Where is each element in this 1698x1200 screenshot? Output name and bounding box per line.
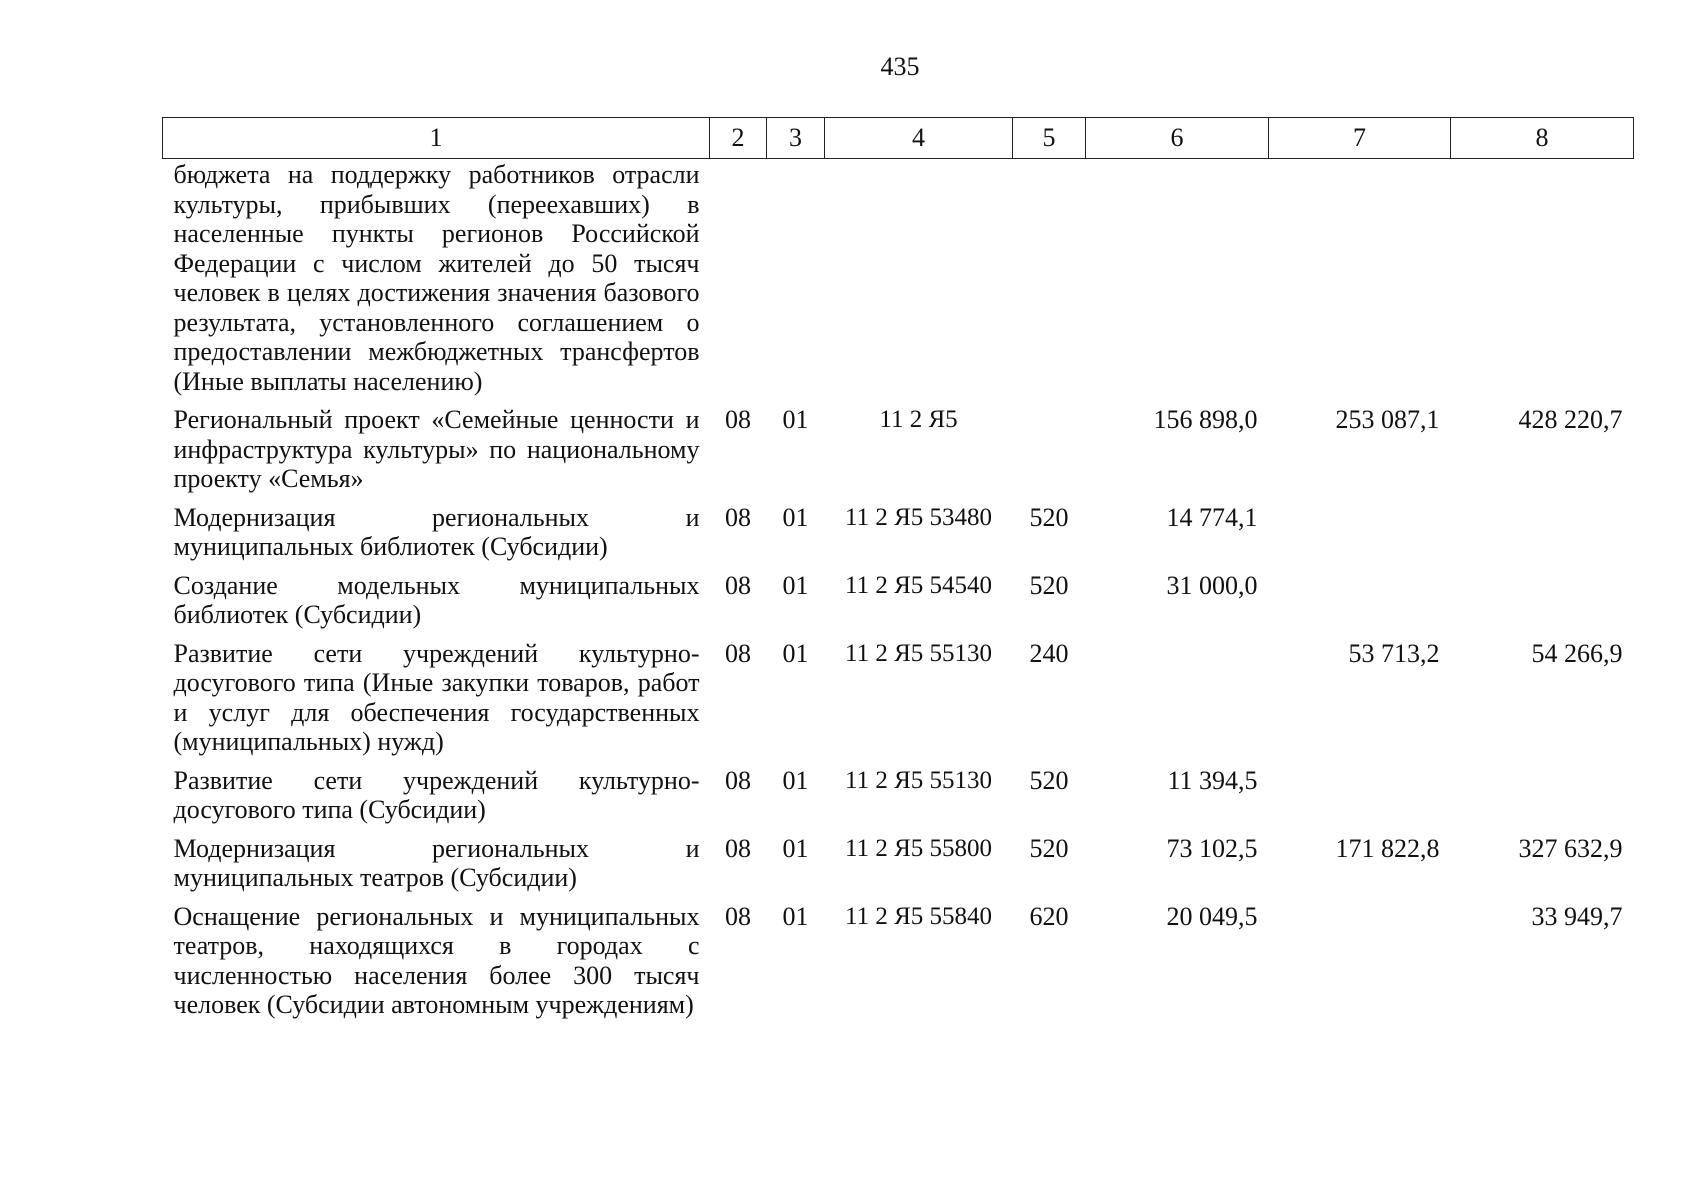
page-number: 435	[880, 52, 920, 81]
row-amount-year-3	[1451, 503, 1634, 571]
row-amount-year-3	[1451, 571, 1634, 639]
row-name: Оснащение региональных и муниципальных театров, находящихся в городах с численностью населения более 300 тысяч человек (Субсидии автономным учреждениям)	[173, 901, 700, 1019]
row-name: Модернизация региональных и муниципальных библиотек (Субсидии)	[173, 502, 700, 561]
row-amount-year-2	[1269, 159, 1451, 406]
row-target-article: 11 2 Я5	[879, 406, 958, 433]
row-amount-year-1: 31 000,0	[1166, 570, 1258, 600]
row-expense-type: 520	[1029, 833, 1069, 863]
row-amount-year-3: 428 220,7	[1518, 405, 1623, 434]
row-amount-year-2	[1269, 902, 1451, 1029]
budget-table	[162, 117, 1634, 1029]
row-subsection-code: 01	[782, 833, 809, 863]
row-amount-year-3: 33 949,7	[1531, 901, 1623, 931]
table-row	[163, 571, 1634, 639]
row-expense-type: 520	[1029, 765, 1069, 795]
row-section-code: 08	[725, 901, 751, 931]
row-subsection-code: 01	[782, 901, 809, 931]
column-header: 7	[1269, 118, 1451, 159]
row-section-code: 08	[725, 502, 751, 532]
column-header: 8	[1451, 118, 1634, 159]
row-amount-year-3	[1451, 159, 1634, 406]
row-subsection-code: 01	[782, 638, 809, 668]
row-subsection-code	[767, 159, 825, 406]
row-amount-year-3: 54 266,9	[1531, 638, 1623, 668]
row-expense-type: 520	[1029, 570, 1069, 600]
row-name: Развитие сети учреждений культурно-досугового типа (Иные закупки товаров, работ и услуг для обеспечения государственных (муниципальных) нужд)	[173, 638, 700, 756]
row-name: Создание модельных муниципальных библиотек (Субсидии)	[173, 570, 700, 629]
column-header: 1	[163, 118, 710, 159]
row-target-article	[825, 159, 1013, 406]
row-amount-year-1: 11 394,5	[1167, 765, 1258, 795]
column-header: 4	[825, 118, 1013, 159]
row-target-article: 11 2 Я5 55130	[845, 639, 992, 667]
row-subsection-code: 01	[782, 502, 809, 532]
row-subsection-code: 01	[782, 570, 809, 600]
column-header: 3	[767, 118, 825, 159]
row-subsection-code: 01	[782, 405, 809, 434]
row-target-article: 11 2 Я5 55130	[845, 766, 992, 794]
row-section-code: 08	[725, 405, 751, 434]
row-name: Модернизация региональных и муниципальных театров (Субсидии)	[173, 833, 700, 892]
row-section-code: 08	[725, 570, 751, 600]
row-amount-year-2	[1269, 571, 1451, 639]
row-amount-year-3: 327 632,9	[1518, 833, 1623, 863]
row-amount-year-1: 156 898,0	[1153, 405, 1258, 434]
row-target-article: 11 2 Я5 55840	[845, 902, 992, 930]
row-section-code: 08	[725, 833, 751, 863]
column-header: 5	[1013, 118, 1086, 159]
table-row	[163, 405, 1634, 503]
table-row	[163, 766, 1634, 834]
row-section-code: 08	[725, 765, 751, 795]
row-amount-year-2: 53 713,2	[1348, 638, 1440, 668]
table-row	[163, 503, 1634, 571]
row-amount-year-1: 20 049,5	[1166, 901, 1258, 931]
row-amount-year-1	[1086, 159, 1269, 406]
row-expense-type	[1013, 159, 1086, 406]
row-amount-year-1	[1086, 639, 1269, 766]
row-amount-year-1: 73 102,5	[1166, 833, 1258, 863]
row-amount-year-2: 171 822,8	[1335, 833, 1440, 863]
row-section-code: 08	[725, 638, 751, 668]
table-row	[163, 639, 1634, 766]
row-amount-year-2	[1269, 503, 1451, 571]
row-amount-year-2: 253 087,1	[1335, 405, 1440, 434]
row-expense-type: 620	[1029, 901, 1069, 931]
row-name: бюджета на поддержку работников отрасли культуры, прибывших (переехавших) в населенные пункты регионов Российской Федерации с числом жителей до 50 тысяч человек в целях достижения значения базового результата, установленного соглашением о предоставлении межбюджетных трансфертов (Иные выплаты населению)	[173, 160, 700, 396]
header-row	[163, 118, 1634, 159]
table-row	[163, 902, 1634, 1029]
table-row	[163, 834, 1634, 902]
table-row	[163, 159, 1634, 406]
row-target-article: 11 2 Я5 54540	[845, 571, 992, 599]
row-amount-year-2	[1269, 766, 1451, 834]
row-amount-year-1: 14 774,1	[1166, 502, 1258, 532]
row-target-article: 11 2 Я5 55800	[845, 834, 992, 862]
row-amount-year-3	[1451, 766, 1634, 834]
row-expense-type: 240	[1029, 638, 1069, 668]
row-expense-type: 520	[1029, 502, 1069, 532]
row-section-code	[710, 159, 767, 406]
row-expense-type	[1013, 405, 1086, 503]
row-target-article: 11 2 Я5 53480	[845, 503, 992, 531]
row-name: Региональный проект «Семейные ценности и инфраструктура культуры» по национальному проекту «Семья»	[173, 405, 700, 493]
row-subsection-code: 01	[782, 765, 809, 795]
row-name: Развитие сети учреждений культурно-досугового типа (Субсидии)	[173, 765, 700, 824]
column-header: 2	[710, 118, 767, 159]
column-header: 6	[1086, 118, 1269, 159]
